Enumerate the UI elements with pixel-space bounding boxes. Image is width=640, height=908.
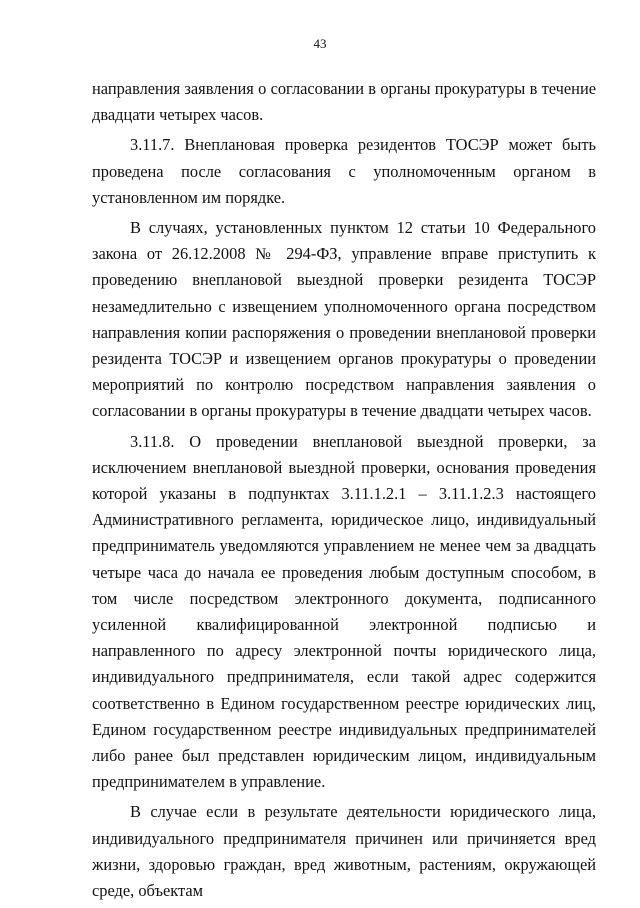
- paragraph-urgent-inspection: В случаях, установленных пунктом 12 статьи 10 Федерального закона от 26.12.2008 № 294-ФЗ, управление вправе приступить к проведению внеплановой выездной проверки резидента ТОСЭР незамедлительно с извещением уполномоченного органа посредством направления копии распоряжения о проведении внеплановой проверки резидента ТОСЭР и извещением органов прокуратуры о проведении мероприятий по контролю посредством направления заявления о согласовании в органы прокуратуры в течение двадцати четырех часов.: [92, 218, 596, 421]
- paragraph-3-11-7: 3.11.7. Внеплановая проверка резидентов ТОСЭР может быть проведена после согласования с уполномоченным органом в установленном им порядке.: [92, 135, 596, 207]
- paragraph-3-11-8: 3.11.8. О проведении внеплановой выездной проверки, за исключением внеплановой выездной проверки, основания проведения которой указаны в подпунктах 3.11.1.2.1 – 3.11.1.2.3 настоящего Административного регламента, юридическое лицо, индивидуальный предприниматель уведомляются управлением не менее чем за двадцать четыре часа до начала ее проведения любым доступным способом, в том числе посредством электронного документа, подписанного усиленной квалифицированной электронной подписью и направленного по адресу электронной почты юридического лица, индивидуального предпринимателя, если такой адрес содержится соответственно в Едином государственном реестре юридических лиц, Едином государственном реестре индивидуальных предпринимателей либо ранее был представлен юридическим лицом, индивидуальным предпринимателем в управление.: [92, 431, 596, 792]
- paragraph-harm-case: В случае если в результате деятельности юридического лица, индивидуального предпринимателя причинен или причиняется вред жизни, здоровью граждан, вред животным, растениям, окружающей среде, объектам: [92, 802, 596, 901]
- paragraph-continuation: направления заявления о согласовании в органы прокуратуры в течение двадцати четырех часов.: [92, 79, 596, 125]
- page-number: 43: [313, 36, 327, 51]
- document-body: [92, 76, 596, 908]
